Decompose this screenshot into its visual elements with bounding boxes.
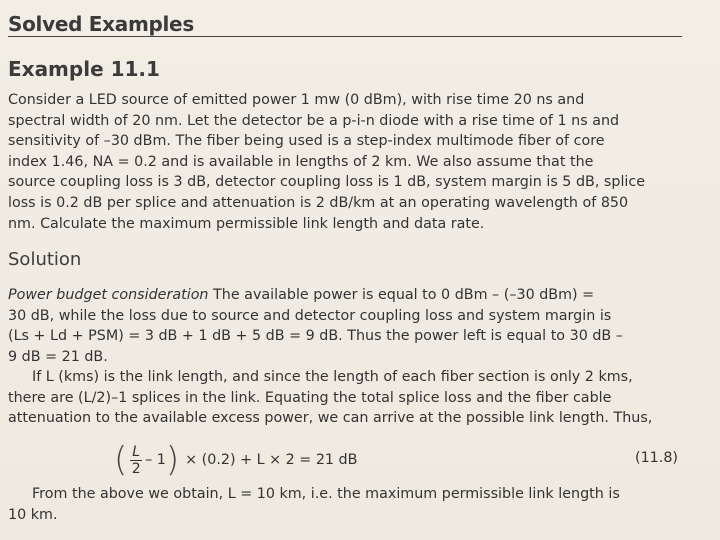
power-budget-lead: Power budget consideration bbox=[8, 287, 209, 303]
problem-line: sensitivity of –30 dBm. The fiber being used is a step-index multimode fiber of core bbox=[8, 133, 605, 150]
fraction-numerator: L bbox=[132, 443, 141, 460]
solution-line: there are (L/2)–1 splices in the link. Equating the total splice loss and the fiber cable bbox=[8, 389, 612, 406]
solution-paragraph-link-length bbox=[8, 367, 680, 429]
power-budget-text: The available power is equal to 0 dBm – (–30 dBm) = bbox=[208, 287, 595, 303]
equation-minus-one: – 1 bbox=[145, 452, 166, 468]
problem-line: index 1.46, NA = 0.2 and is available in lengths of 2 km. We also assume that the bbox=[8, 153, 594, 170]
solution-paragraph-power-budget bbox=[8, 285, 680, 367]
example-title: Example 11.1 bbox=[8, 57, 160, 81]
solution-line: If L (kms) is the link length, and since the length of each fiber section is only 2 kms, bbox=[32, 369, 633, 385]
solution-line bbox=[8, 285, 680, 306]
solution-line: From the above we obtain, L = 10 km, i.e. the maximum permissible link length is bbox=[32, 486, 620, 502]
solution-line: 30 dB, while the loss due to source and detector coupling loss and system margin is bbox=[8, 307, 612, 324]
solution-heading: Solution bbox=[8, 249, 82, 270]
solution-line: attenuation to the available excess power, we can arrive at the possible link length. Thus, bbox=[8, 410, 653, 427]
problem-statement bbox=[8, 90, 680, 234]
solution-line: (Ls + Ld + PSM) = 3 dB + 1 dB + 5 dB = 9 dB. Thus the power left is equal to 30 dB – bbox=[8, 328, 623, 345]
problem-line: loss is 0.2 dB per splice and attenuation is 2 dB/km at an operating wavelength of 850 bbox=[8, 194, 629, 211]
problem-line: Consider a LED source of emitted power 1 mw (0 dBm), with rise time 20 ns and bbox=[8, 92, 585, 108]
fraction bbox=[130, 444, 142, 477]
solution-line: 9 dB = 21 dB. bbox=[8, 348, 108, 365]
equation-rest: × (0.2) + L × 2 = 21 dB bbox=[185, 452, 358, 468]
equation-number: (11.8) bbox=[635, 450, 678, 466]
fraction-denominator: 2 bbox=[131, 460, 141, 477]
problem-line: source coupling loss is 3 dB, detector coupling loss is 1 dB, system margin is 5 dB, splice bbox=[8, 174, 646, 191]
problem-line: nm. Calculate the maximum permissible link length and data rate. bbox=[8, 215, 485, 232]
equation-11-8 bbox=[8, 438, 680, 482]
solution-paragraph-result bbox=[8, 484, 680, 525]
solution-line: 10 km. bbox=[8, 506, 58, 523]
section-header bbox=[8, 12, 682, 37]
section-title: Solved Examples bbox=[8, 12, 194, 36]
left-paren: ( bbox=[114, 440, 128, 480]
problem-line: spectral width of 20 nm. Let the detector be a p-i-n diode with a rise time of 1 ns and bbox=[8, 112, 620, 129]
equation-body bbox=[114, 440, 357, 480]
right-paren: ) bbox=[165, 440, 180, 480]
